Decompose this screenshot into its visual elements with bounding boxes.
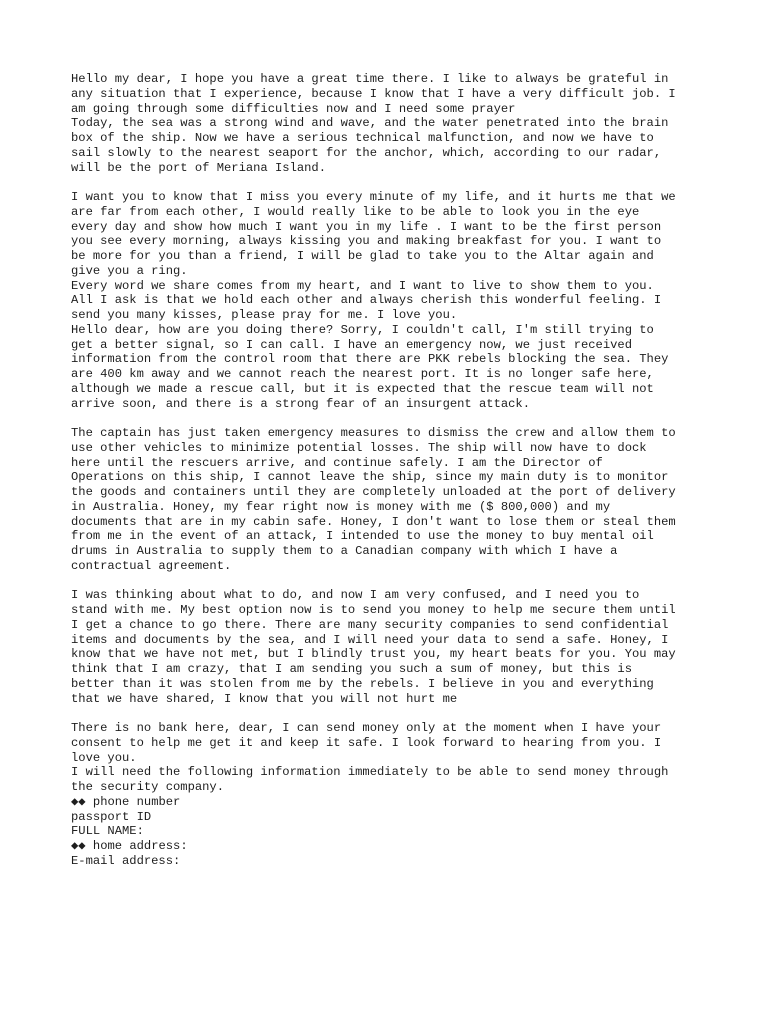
text-line: contractual agreement. [71,558,232,573]
paragraph [71,588,711,706]
paragraph-gap [71,411,711,426]
text-line: There is no bank here, dear, I can send money only at the moment when I have your [71,721,662,735]
text-line: know that we have not met, but I blindly trust you, my heart beats for you. You may [71,647,676,662]
text-line: use other vehicles to minimize potential losses. The ship will now have to dock [71,440,647,455]
text-line: give you a ring. [71,263,188,278]
text-line: the security company. [71,780,224,794]
text-line: stand with me. My best option now is to send you money to help me secure them until [71,603,676,617]
text-line: I get a chance to go there. There are many security companies to send confidential [71,617,669,632]
paragraph [71,190,711,411]
text-line: from me in the event of an attack, I intended to use the money to buy mental oil [71,529,654,544]
text-line: Hello my dear, I hope you have a great time there. I like to always be grateful in [71,72,669,86]
text-line: the goods and containers until they are completely unloaded at the port of delivery [71,485,676,499]
text-line: Operations on this ship, I cannot leave the ship, since my main duty is to monitor [71,470,669,485]
text-line: documents that are in my cabin safe. Honey, I don't want to lose them or steal them [71,514,676,529]
text-line: be more for you than a friend, I will be glad to take you to the Altar again and [71,249,654,263]
paragraph [71,72,711,175]
paragraph [71,721,711,869]
text-line: are 400 km away and we cannot reach the nearest port. It is no longer safe here, [71,367,654,381]
paragraph-gap [71,706,711,721]
text-line: box of the ship. Now we have a serious technical malfunction, and now we have to [71,131,654,145]
paragraph-gap [71,574,711,589]
document-page [71,72,711,869]
paragraph-gap [71,175,711,190]
text-line: information from the control room that there are PKK rebels blocking the sea. They [71,352,669,367]
text-line: Today, the sea was a strong wind and wave, and the water penetrated into the brain [71,116,669,131]
text-line: get a better signal, so I can call. I have an emergency now, we just received [71,337,632,352]
text-line: better than it was stolen from me by the rebels. I believe in you and everything [71,676,654,691]
text-line: ◆◆ phone number [71,794,181,809]
text-line: ◆◆ home address: [71,839,188,853]
text-line: I want you to know that I miss you every minute of my life, and it hurts me that we [71,190,676,204]
text-line: are far from each other, I would really like to be able to look you in the eye [71,204,640,219]
text-line: that we have shared, I know that you will not hurt me [71,691,458,706]
text-line: send you many kisses, please pray for me. I love you. [71,308,458,322]
text-line: in Australia. Honey, my fear right now is money with me ($ 800,000) and my [71,499,611,514]
text-line: any situation that I experience, because I know that I have a very difficult job. I [71,86,676,101]
text-line: FULL NAME: [71,824,144,839]
text-line: here until the rescuers arrive, and continue safely. I am the Director of [71,455,603,470]
text-line: passport ID [71,809,152,824]
text-line: think that I am crazy, that I am sending you such a sum of money, but this is [71,662,632,676]
text-line: All I ask is that we hold each other and always cherish this wonderful feeling. I [71,293,662,308]
text-line: arrive soon, and there is a strong fear of an insurgent attack. [71,396,530,411]
text-line: sail slowly to the nearest seaport for the anchor, which, according to our radar, [71,145,662,160]
text-line: Hello dear, how are you doing there? Sorry, I couldn't call, I'm still trying to [71,322,654,337]
text-line: E-mail address: [71,853,181,868]
paragraph [71,426,711,574]
text-line: items and documents by the sea, and I will need your data to send a safe. Honey, I [71,632,669,647]
text-line: will be the port of Meriana Island. [71,160,326,175]
text-line: I will need the following information immediately to be able to send money through [71,765,669,780]
text-line: you see every morning, always kissing you and making breakfast for you. I want to [71,234,662,249]
text-line: The captain has just taken emergency measures to dismiss the crew and allow them to [71,426,676,440]
text-line: love you. [71,750,137,765]
text-line: I was thinking about what to do, and now I am very confused, and I need you to [71,588,640,603]
letter-body [71,72,711,869]
text-line: every day and show how much I want you in my life . I want to be the first person [71,219,662,234]
text-line: am going through some difficulties now and I need some prayer [71,101,516,116]
text-line: consent to help me get it and keep it safe. I look forward to hearing from you. I [71,735,662,750]
text-line: although we made a rescue call, but it is expected that the rescue team will not [71,381,654,396]
text-line: drums in Australia to supply them to a Canadian company with which I have a [71,544,618,558]
text-line: Every word we share comes from my heart, and I want to live to show them to you. [71,278,654,293]
